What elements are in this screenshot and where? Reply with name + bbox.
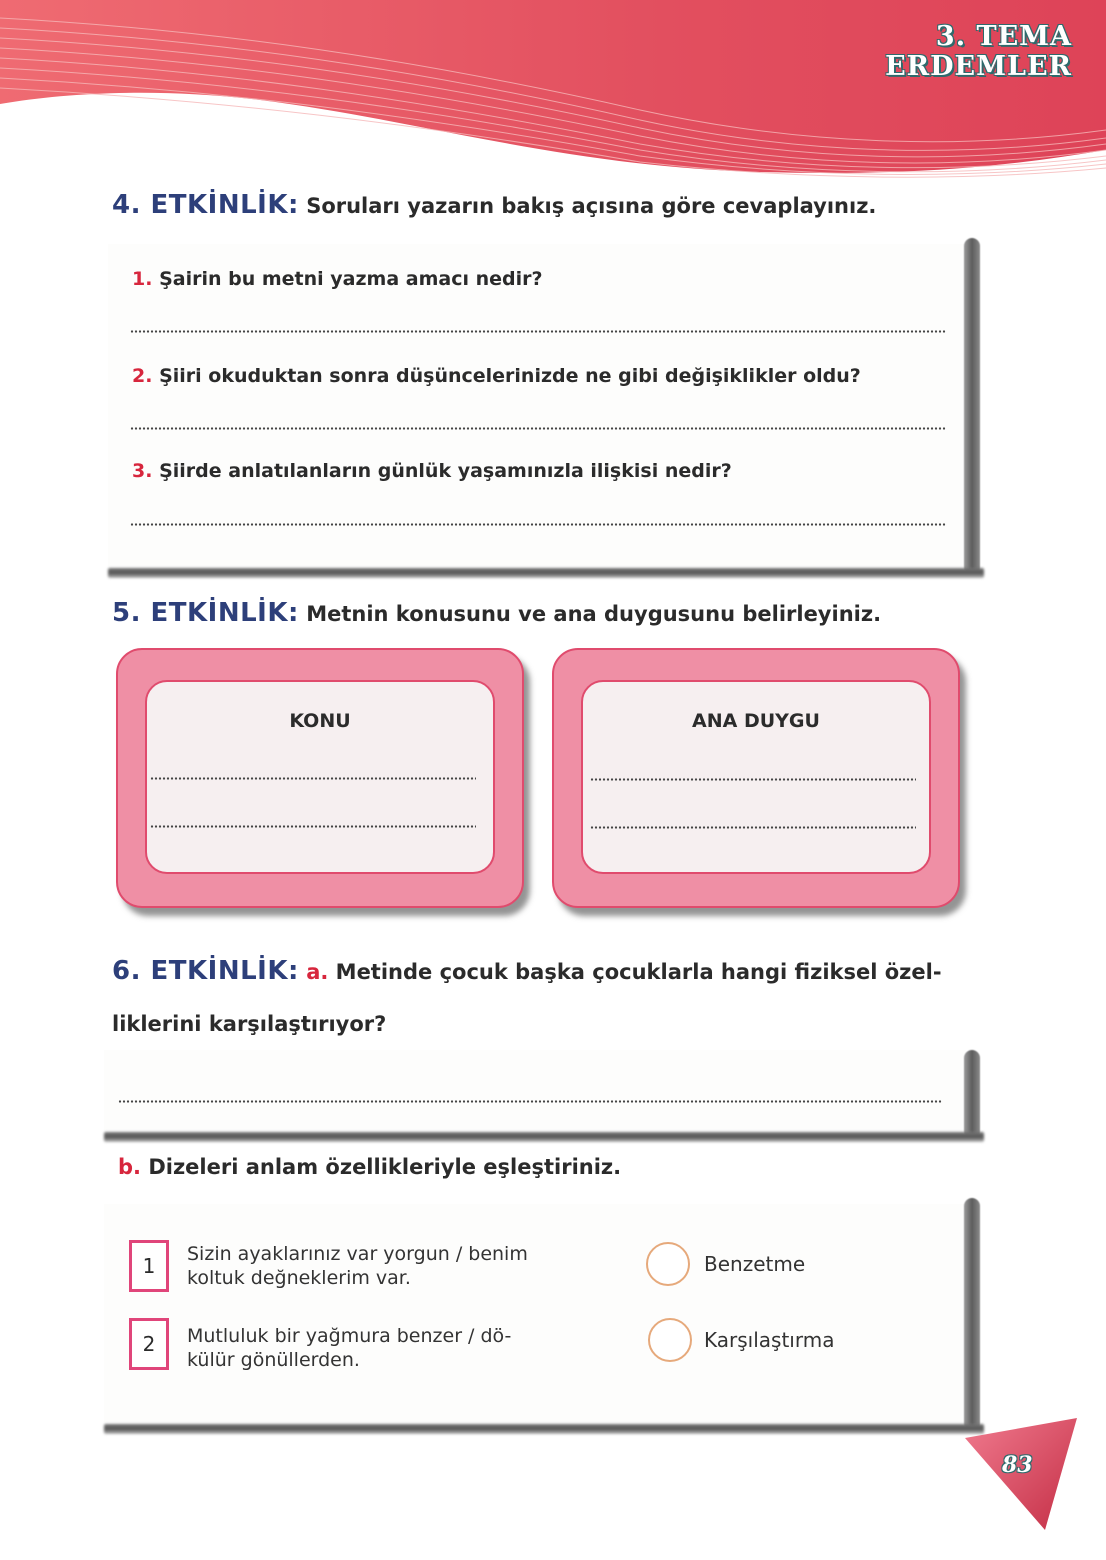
part-a-answer-sheet [104, 1050, 966, 1130]
activity5-heading [112, 598, 881, 628]
header-band [0, 0, 1106, 180]
card-ana-duygu-inner [581, 680, 931, 874]
paper-shadow [104, 1132, 984, 1142]
theme-number: 3. TEMA [935, 21, 1072, 52]
activity5-instruction: Metnin konusunu ve ana duygusunu belirleyiniz. [306, 602, 882, 626]
question-3: 3. Şiirde anlatılanların günlük yaşamınızla ilişkisi nedir? [132, 460, 732, 482]
line-number-1: 1 [129, 1240, 169, 1292]
part-b-heading [118, 1155, 621, 1179]
activity6-number: 6. ETKİNLİK: [112, 956, 299, 986]
ana-duygu-line-1[interactable] [590, 778, 916, 781]
part-a-text-line1: Metinde çocuk başka çocuklarla hangi fiziksel özel- [335, 960, 942, 984]
question-1: 1. Şairin bu metni yazma amacı nedir? [132, 268, 543, 290]
card-ana-duygu-title: ANA DUYGU [692, 710, 820, 732]
activity5-number: 5. ETKİNLİK: [112, 598, 299, 628]
activity4-heading [112, 190, 876, 220]
poem-line-1: Sizin ayaklarınız var yorgun / benim koltuk değneklerim var. [187, 1243, 528, 1289]
activity4-number: 4. ETKİNLİK: [112, 190, 299, 220]
part-b-text: Dizeleri anlam özellikleriyle eşleştiriniz. [148, 1155, 622, 1179]
activity6-heading-cont [112, 1012, 386, 1036]
answer-line-2[interactable] [130, 427, 946, 430]
part-b-matching-sheet [104, 1204, 966, 1422]
card-ana-duygu [552, 648, 960, 908]
match-circle-benzetme[interactable] [646, 1242, 690, 1286]
part-b-label: b. [118, 1155, 142, 1179]
paper-curl [964, 1198, 980, 1428]
option-karsilastirma: Karşılaştırma [704, 1328, 835, 1352]
option-benzetme: Benzetme [704, 1252, 806, 1276]
activity6-heading [112, 956, 942, 986]
card-konu [116, 648, 524, 908]
activity4-instruction: Soruları yazarın bakış açısına göre cevaplayınız. [306, 194, 877, 218]
ana-duygu-line-2[interactable] [590, 826, 916, 829]
answer-line-1[interactable] [130, 330, 946, 333]
theme-name: ERDEMLER [885, 51, 1072, 82]
line-number-2: 2 [129, 1318, 169, 1370]
activity4-answer-sheet [108, 244, 966, 566]
part-a-answer-line[interactable] [118, 1100, 942, 1103]
part-a-text-line2: liklerini karşılaştırıyor? [112, 1012, 387, 1036]
poem-line-2: Mutluluk bir yağmura benzer / dö- külür gönüllerden. [187, 1325, 512, 1371]
page-number: 83 [1002, 1452, 1033, 1478]
part-a-label: a. [306, 960, 329, 984]
theme-label [885, 22, 1072, 82]
paper-curl [964, 238, 980, 572]
question-2: 2. Şiiri okuduktan sonra düşüncelerinizde ne gibi değişiklikler oldu? [132, 365, 861, 387]
paper-shadow [104, 1424, 984, 1434]
answer-line-3[interactable] [130, 523, 946, 526]
paper-shadow [108, 568, 984, 578]
paper-curl [964, 1050, 980, 1136]
card-konu-inner [145, 680, 495, 874]
konu-line-2[interactable] [150, 825, 476, 828]
card-konu-title: KONU [289, 710, 351, 732]
match-circle-karsilastirma[interactable] [648, 1318, 692, 1362]
konu-line-1[interactable] [150, 777, 476, 780]
